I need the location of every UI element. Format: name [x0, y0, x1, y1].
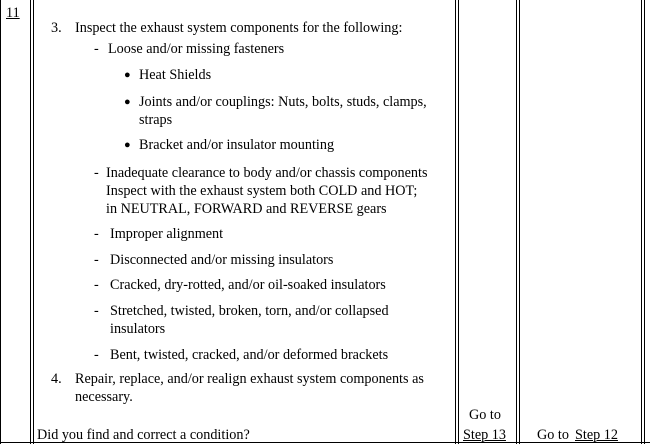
disconnected-text: Disconnected and/or missing insulators [110, 252, 334, 268]
item4-line-2: necessary. [75, 389, 133, 405]
dash-5: - [94, 277, 99, 293]
bullet-1: ● [124, 69, 131, 81]
dash-4: - [94, 252, 99, 268]
item3-text: Inspect the exhaust system components for the following: [75, 20, 403, 36]
fasteners-text: Loose and/or missing fasteners [108, 41, 285, 57]
question-text: Did you find and correct a condition? [37, 427, 250, 443]
stretched-text-1: Stretched, twisted, broken, torn, and/or collapsed [110, 303, 389, 319]
yes-goto-label: Go to [469, 407, 501, 423]
col-divider-1b [33, 0, 34, 444]
bullet-3: ● [124, 139, 131, 151]
dash-1: - [94, 41, 99, 57]
bent-text: Bent, twisted, cracked, and/or deformed brackets [110, 347, 389, 363]
bullet-heat-shields: Heat Shields [139, 67, 212, 83]
no-goto-label: Go to [537, 427, 569, 443]
col-divider-4a [641, 0, 642, 444]
col-divider-3b [519, 0, 520, 444]
bullet-bracket: Bracket and/or insulator mounting [139, 137, 335, 153]
stretched-text-2: insulators [110, 321, 166, 337]
col-divider-1a [30, 0, 31, 444]
yes-step-link[interactable]: Step 13 [463, 427, 506, 443]
col-divider-2a [455, 0, 456, 444]
no-step-link[interactable]: Step 12 [575, 427, 618, 443]
item4-number: 4. [51, 371, 62, 387]
dash-7: - [94, 347, 99, 363]
bullet-joints-cont: straps [139, 112, 173, 128]
col-divider-4b [644, 0, 645, 444]
clearance-line-1: Inadequate clearance to body and/or chassis components [106, 165, 428, 181]
clearance-line-2: Inspect with the exhaust system both COLD and HOT; [106, 183, 418, 199]
col-divider-3a [516, 0, 517, 444]
dash-6: - [94, 303, 99, 319]
clearance-line-3: in NEUTRAL, FORWARD and REVERSE gears [106, 201, 387, 217]
dash-3: - [94, 226, 99, 242]
item4-line-1: Repair, replace, and/or realign exhaust system components as [75, 371, 424, 387]
left-border [0, 0, 1, 444]
col-divider-2b [458, 0, 459, 444]
bullet-joints: Joints and/or couplings: Nuts, bolts, studs, clamps, [139, 94, 427, 110]
step-number: 11 [6, 5, 20, 21]
cracked-text: Cracked, dry-rotted, and/or oil-soaked insulators [110, 277, 386, 293]
dash-2: - [94, 165, 99, 181]
alignment-text: Improper alignment [110, 226, 224, 242]
bullet-2: ● [124, 96, 131, 108]
item3-number: 3. [51, 20, 62, 36]
